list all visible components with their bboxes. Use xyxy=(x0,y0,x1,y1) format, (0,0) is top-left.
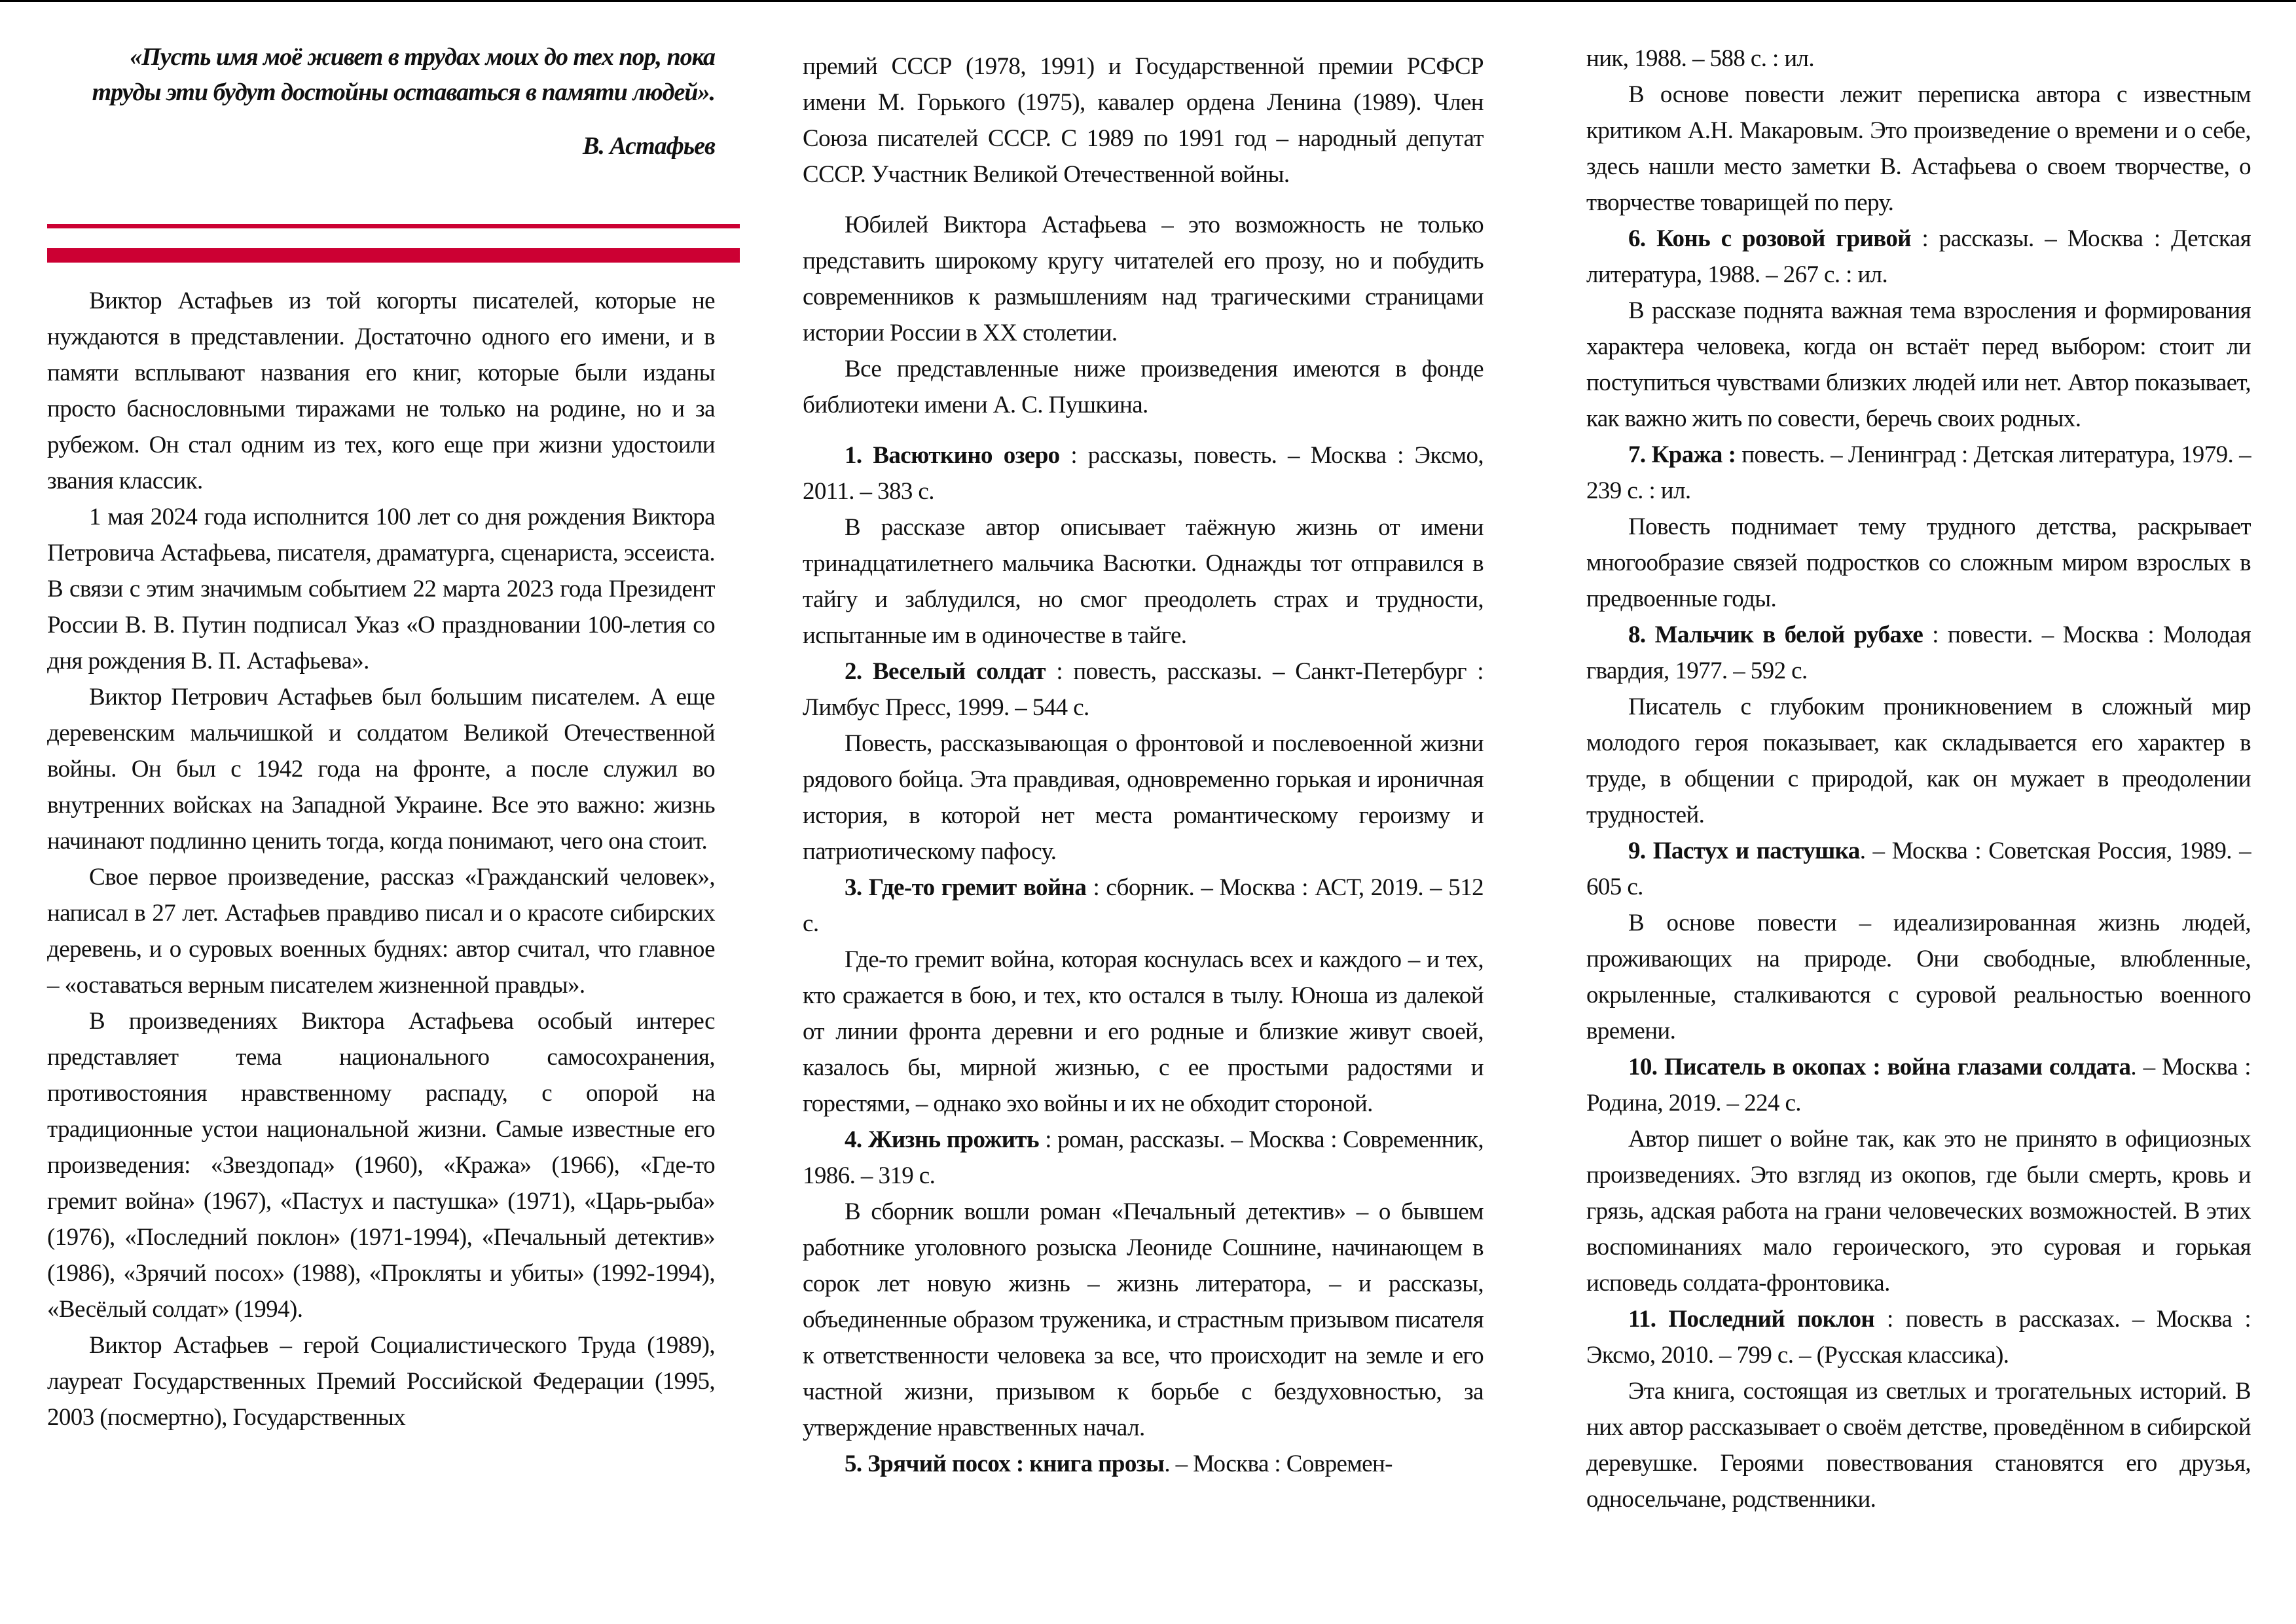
book-title: Мальчик в белой рубахе xyxy=(1654,621,1923,648)
book-number: 2. xyxy=(845,658,862,685)
paragraph: Виктор Астафьев из той когорты писателей, которые не нуждаются в представлении. Достаточно одного его имени, и в памяти всплывают названия его книг, которые были изданы просто баснословными тиражами не только на родине, но и за рубежом. Он стал одним из тех, кого еще при жизни удостоили звания классик. xyxy=(47,287,715,494)
book-annotation: В основе повести – идеализированная жизнь людей, проживающих на природе. Они свободные, влюбленные, окрыленные, сталкиваются с суровой реальностью военного времени. xyxy=(1586,910,2251,1044)
book-entry-11 xyxy=(1586,1301,2251,1373)
book-number: 6. xyxy=(1628,225,1646,252)
book-entry-6 xyxy=(1586,221,2251,293)
book-title: Пастух и пастушка xyxy=(1652,838,1860,864)
book-number: 11. xyxy=(1628,1306,1656,1333)
book-number: 4. xyxy=(845,1126,862,1153)
red-divider-thin xyxy=(47,224,740,229)
book-title: Последний поклон xyxy=(1668,1306,1875,1333)
book-annotation: В основе повести лежит переписка автора с известным критиком А.Н. Макаровым. Это произведение о времени и о себе, здесь нашли место заметки В. Астафьева о своем творчестве, о творчестве товарищей по перу. xyxy=(1586,81,2251,216)
book-annotation: Где-то гремит война, которая коснулась всех и каждого – и тех, кто сражается в бою, и тех, кто остался в тылу. Юноша из далекой от линии фронта деревни и его родные и близкие живут своей, казалось бы, мирной жизнью, с ее простыми радостями и горестями, – однако эхо войны и их не обходит стороной. xyxy=(803,946,1484,1117)
book-annotation: В рассказе поднята важная тема взросления и формирования характера человека, когда он встаёт перед выбором: стоит ли поступиться чувствами близких людей или нет. Автор показывает, как важно жить по совести, беречь своих родных. xyxy=(1586,297,2251,432)
book-entry-8 xyxy=(1586,617,2251,689)
book-entry-3 xyxy=(803,870,1484,942)
book-details: : роман, рассказы. – Москва : Современник, 1986. – 319 с. xyxy=(803,1126,1484,1189)
book-entry-10 xyxy=(1586,1049,2251,1121)
book-details: : сборник. – Москва : АСТ, 2019. – 512 с. xyxy=(803,874,1484,937)
epigraph xyxy=(47,39,715,164)
book-title: Конь с розовой гривой xyxy=(1656,225,1911,252)
left-column xyxy=(47,39,715,164)
book-details: повесть. – Ленинград : Детская литература, 1979. – 239 с. : ил. xyxy=(1586,441,2251,504)
book-annotation: Эта книга, состоящая из светлых и трогательных историй. В них автор рассказывает о своём детстве, проведённом в сибирской деревушке. Героями повествования становятся его друзья, односельчане, родственники. xyxy=(1586,1378,2251,1513)
book-title: Жизнь прожить xyxy=(867,1126,1039,1153)
book-entry-1 xyxy=(803,437,1484,509)
epigraph-quote: «Пусть имя моё живет в трудах моих до тех пор, пока труды эти будут достойны оставаться в памяти людей». xyxy=(92,43,715,106)
book-title: Кража : xyxy=(1651,441,1736,468)
book-entry-2 xyxy=(803,654,1484,726)
book-details: : повесть в рассказах. – Москва : Эксмо, 2010. – 799 с. – (Русская классика). xyxy=(1586,1306,2251,1369)
book-details: : повести. – Москва : Молодая гвардия, 1977. – 592 с. xyxy=(1586,621,2251,684)
book-annotation: Писатель с глубоким проникновением в сложный мир молодого героя показывает, как складывается его характер в труде, в общении с природой, как он мужает в преодолении трудностей. xyxy=(1586,693,2251,828)
book-annotation: В сборник вошли роман «Печальный детектив» – о бывшем работнике уголовного розыска Леониде Сошнине, начинающем в сорок лет новую жизнь – жизнь литератора, – и рассказы, объединенные образом труженика, и страстным призывом писателя к ответственности человека за все, что происходит на земле и его частной жизни, призывом к борьбе с бездуховностью, за утверждение нравственных начал. xyxy=(803,1198,1484,1441)
book-details: : рассказы, повесть. – Москва : Эксмо, 2011. – 383 с. xyxy=(803,442,1484,505)
middle-column xyxy=(803,48,1484,1482)
book-title: Веселый солдат xyxy=(872,658,1046,685)
paragraph: Свое первое произведение, рассказ «Гражданский человек», написал в 27 лет. Астафьев правдиво писал и о красоте сибирских деревень, и о суровых военных буднях: автор считал, что главное – «оставаться верным писателем жизненной правды». xyxy=(47,864,715,999)
paragraph: В произведениях Виктора Астафьева особый интерес представляет тема национального самосохранения, противостояния нравственному распаду, с опорой на традиционные устои национальной жизни. Самые известные его произведения: «Звездопад» (1960), «Кража» (1966), «Где-то гремит война» (1967), «Пастух и пастушка» (1971), «Царь-рыба» (1976), «Последний поклон» (1971-1994), «Печальный детектив» (1986), «Зрячий посох» (1988), «Прокляты и убиты» (1992-1994), «Весёлый солдат» (1994). xyxy=(47,1008,715,1323)
book-details: : повесть, рассказы. – Санкт-Петербург : Лимбус Пресс, 1999. – 544 с. xyxy=(803,658,1484,721)
right-column xyxy=(1586,41,2251,1517)
book-entry-9 xyxy=(1586,833,2251,905)
book-annotation: Автор пишет о войне так, как это не принято в официозных произведениях. Это взгляд из окопов, где были смерть, кровь и грязь, адская работа на грани человеческих возможностей. В этих воспоминаниях мало героического, это суровая и горькая исповедь солдата-фронтовика. xyxy=(1586,1126,2251,1297)
book-annotation: Повесть, рассказывающая о фронтовой и послевоенной жизни рядового бойца. Эта правдивая, одновременно горькая и ироничная история, в которой нет места романтическому героизму и патриотическому пафосу. xyxy=(803,730,1484,865)
red-divider-thick xyxy=(47,248,740,263)
book-entry-5 xyxy=(803,1446,1484,1482)
book-details: . – Москва : Родина, 2019. – 224 с. xyxy=(1586,1054,2251,1116)
paragraph: 1 мая 2024 года исполнится 100 лет со дня рождения Виктора Петровича Астафьева, писателя, драматурга, сценариста, эссеиста. В связи с этим значимым событием 22 марта 2023 года Президент России В. В. Путин подписал Указ «О праздновании 100-летия со дня рождения В. П. Астафьева». xyxy=(47,504,715,674)
paragraph: Юбилей Виктора Астафьева – это возможность не только представить широкому кругу читателей его прозу, но и побудить современников к размышлениям над трагическими страницами истории России в XX столетии. xyxy=(803,212,1484,346)
book-entry-4 xyxy=(803,1122,1484,1194)
book-annotation: В рассказе автор описывает таёжную жизнь от имени тринадцатилетнего мальчика Васютки. Однажды тот отправился в тайгу и заблудился, но смог преодолеть страх и трудности, испытанные им в одиночестве в тайге. xyxy=(803,514,1484,649)
book-details-part: . – Москва : Современ- xyxy=(1164,1450,1393,1477)
book-entry-7 xyxy=(1586,437,2251,509)
book-details-continuation: ник, 1988. – 588 с. : ил. xyxy=(1586,45,1815,72)
biography-text xyxy=(47,283,715,1435)
book-number: 3. xyxy=(845,874,862,901)
paragraph: Виктор Петрович Астафьев был большим писателем. А еще деревенским мальчишкой и солдатом Великой Отечественной войны. Он был с 1942 года на фронте, а после служил во внутренних войсках на Западной Украине. Все это важно: жизнь начинают подлинно ценить тогда, когда понимают, чего она стоит. xyxy=(47,684,715,855)
page-top-border xyxy=(0,0,2296,2)
book-number: 5. xyxy=(845,1450,862,1477)
book-number: 7. xyxy=(1628,441,1646,468)
book-title: Писатель в окопах : война глазами солдата xyxy=(1664,1054,2131,1080)
epigraph-author: В. Астафьев xyxy=(583,132,715,160)
book-number: 8. xyxy=(1628,621,1646,648)
book-title: Где-то гремит война xyxy=(868,874,1087,901)
book-number: 1. xyxy=(845,442,862,469)
paragraph: Виктор Астафьев – герой Социалистического Труда (1989), лауреат Государственных Премий Российской Федерации (1995, 2003 (посмертно), Государственных xyxy=(47,1332,715,1431)
book-details: : рассказы. – Москва : Детская литература, 1988. – 267 с. : ил. xyxy=(1586,225,2251,288)
book-number: 10. xyxy=(1628,1054,1658,1080)
book-number: 9. xyxy=(1628,838,1646,864)
paragraph-continuation: премий СССР (1978, 1991) и Государственной премии РСФСР имени М. Горького (1975), кавалер ордена Ленина (1989). Член Союза писателей СССР. С 1989 по 1991 год – народный депутат СССР. Участник Великой Отечественной войны. xyxy=(803,53,1484,188)
paragraph: Все представленные ниже произведения имеются в фонде библиотеки имени А. С. Пушкина. xyxy=(803,356,1484,418)
book-annotation: Повесть поднимает тему трудного детства, раскрывает многообразие связей подростков со сложным миром взрослых в предвоенные годы. xyxy=(1586,513,2251,612)
book-details: . – Москва : Советская Россия, 1989. – 605 с. xyxy=(1586,838,2251,900)
book-title: Васюткино озеро xyxy=(873,442,1060,469)
book-title: Зрячий посох : книга прозы xyxy=(867,1450,1165,1477)
